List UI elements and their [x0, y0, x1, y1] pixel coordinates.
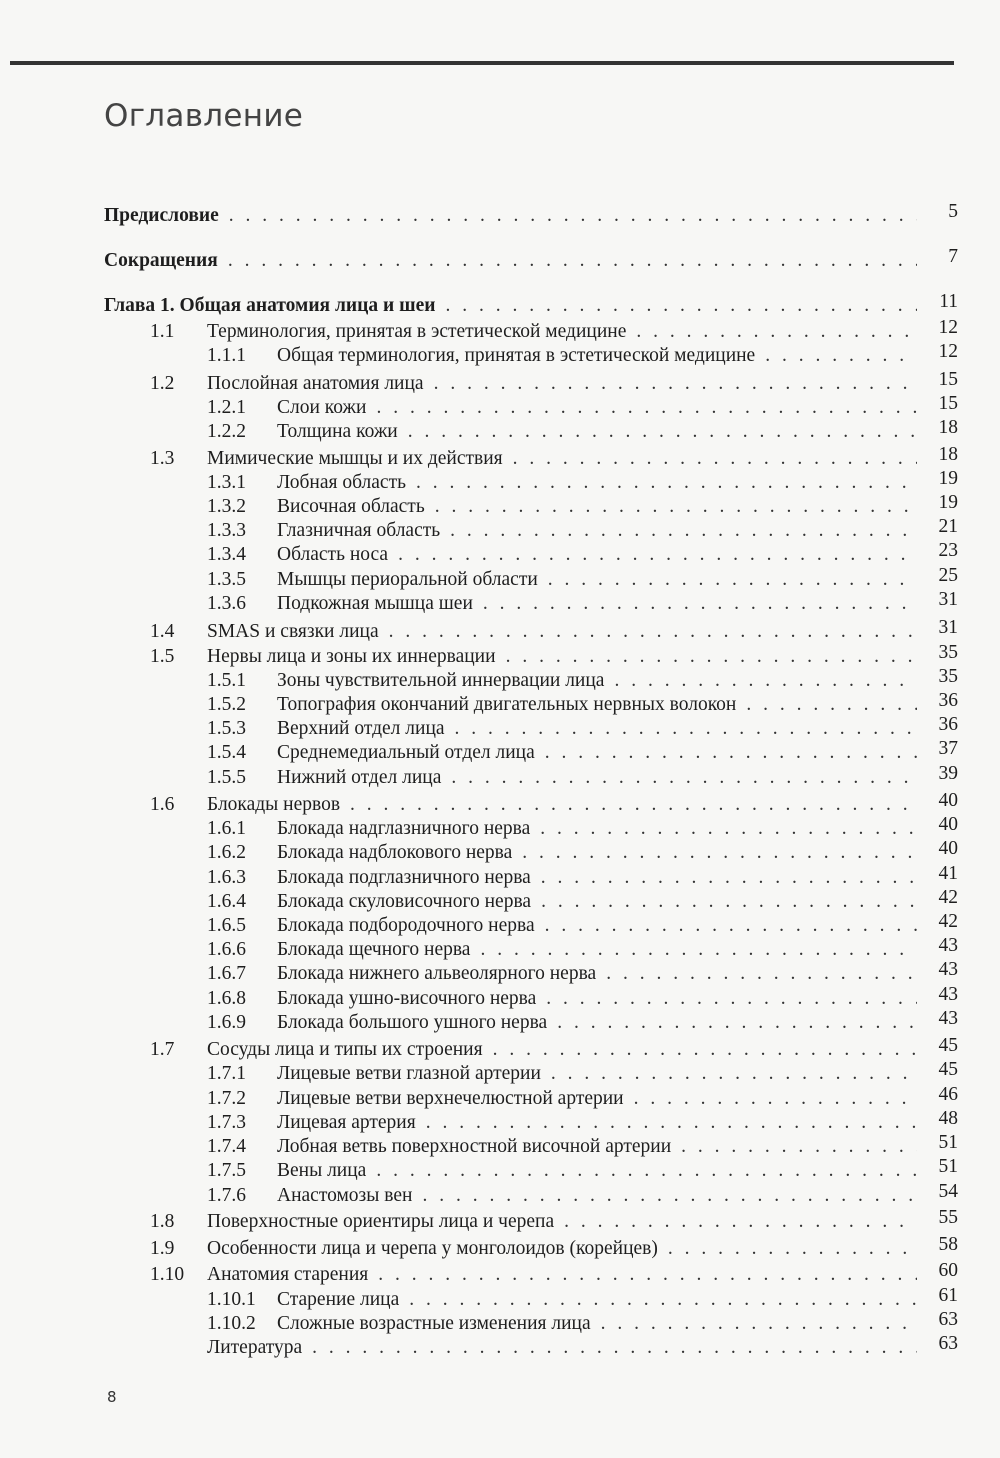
toc-entry-number: 1.3	[150, 448, 175, 469]
dot-leader	[229, 204, 917, 228]
toc-entry-title: Блокада ушно-височного нерва	[277, 988, 537, 1009]
toc-entry-title: Височная область	[277, 496, 425, 517]
toc-entry	[0, 1207, 1000, 1234]
toc-entry-row	[277, 1135, 917, 1159]
toc-entry-row	[277, 741, 917, 765]
toc-entry-page: 48	[938, 1108, 958, 1129]
toc-entry-title: Терминология, принятая в эстетической медицине	[207, 321, 627, 342]
toc-entry-number: 1.5.1	[207, 670, 246, 691]
dot-leader	[376, 1159, 917, 1183]
toc-entry-number: 1.5.2	[207, 694, 246, 715]
toc-entry-title: Глазничная область	[277, 520, 441, 541]
toc-entry	[0, 838, 1000, 865]
toc-entry-number: 1.6.3	[207, 867, 246, 888]
dot-leader	[541, 890, 917, 914]
toc-entry	[0, 1181, 1000, 1208]
toc-entry	[0, 738, 1000, 765]
toc-entry	[0, 1285, 1000, 1312]
toc-entry-page: 40	[938, 814, 958, 835]
toc-entry-title: Старение лица	[277, 1289, 400, 1310]
toc-entry	[0, 369, 1000, 396]
dot-leader	[545, 914, 917, 938]
toc-entry-page: 39	[938, 763, 958, 784]
toc-entry-title: Блокада нижнего альвеолярного нерва	[277, 963, 597, 984]
dot-leader	[746, 693, 917, 717]
toc-entry	[0, 1333, 1000, 1360]
toc-entry	[0, 393, 1000, 420]
toc-entry-title: Поверхностные ориентиры лица и черепа	[207, 1211, 555, 1232]
toc-entry-page: 54	[938, 1181, 958, 1202]
dot-leader	[545, 741, 917, 765]
toc-entry	[0, 690, 1000, 717]
toc-entry-number: 1.3.6	[207, 593, 246, 614]
toc-entry	[0, 911, 1000, 938]
toc-entry-row	[277, 1111, 917, 1135]
toc-entry	[0, 1234, 1000, 1261]
toc-entry-number: 1.7.6	[207, 1185, 246, 1206]
toc-entry-title: SMAS и связки лица	[207, 621, 379, 642]
toc-entry-title: Блокада щечного нерва	[277, 939, 471, 960]
toc-entry	[0, 246, 1000, 273]
toc-entry-row	[277, 1087, 917, 1111]
toc-entry-title: Нижний отдел лица	[277, 767, 442, 788]
toc-entry-row	[104, 249, 917, 273]
toc-entry-title: Лицевая артерия	[277, 1112, 416, 1133]
toc-entry-title: Литература	[207, 1337, 303, 1358]
toc-entry-page: 35	[938, 642, 958, 663]
toc-entry-number: 1.3.4	[207, 544, 246, 565]
toc-entry-number: 1.7.5	[207, 1160, 246, 1181]
toc-entry-page: 12	[938, 317, 958, 338]
toc-entry-row	[277, 1159, 917, 1183]
toc-entry-page: 46	[938, 1084, 958, 1105]
toc-entry-number: 1.6.7	[207, 963, 246, 984]
toc-entry-title: Вены лица	[277, 1160, 367, 1181]
toc-entry-row	[277, 717, 917, 741]
dot-leader	[483, 592, 917, 616]
toc-entry-row	[207, 793, 917, 817]
toc-entry-number: 1.2.2	[207, 421, 246, 442]
toc-entry	[0, 1059, 1000, 1086]
toc-entry-page: 40	[938, 790, 958, 811]
toc-entry-row	[277, 669, 917, 693]
toc-entry-title: Мимические мышцы и их действия	[207, 448, 503, 469]
dot-leader	[541, 866, 917, 890]
toc-entry-title: Блокада надблокового нерва	[277, 842, 513, 863]
toc-entry-title: Анатомия старения	[207, 1264, 369, 1285]
toc-entry	[0, 1156, 1000, 1183]
toc-entry-number: 1.6.8	[207, 988, 246, 1009]
toc-entry-page: 15	[938, 369, 958, 390]
toc-entry	[0, 790, 1000, 817]
toc-entry-title: Блокады нервов	[207, 794, 341, 815]
dot-leader	[398, 543, 917, 567]
toc-entry	[0, 1035, 1000, 1062]
toc-entry-title: Сложные возрастные изменения лица	[277, 1313, 591, 1334]
toc-entry-page: 19	[938, 492, 958, 513]
toc-entry-title: Нервы лица и зоны их иннервации	[207, 646, 496, 667]
dot-leader	[312, 1336, 917, 1360]
toc-entry-number: 1.7	[150, 1039, 175, 1060]
dot-leader	[450, 519, 917, 543]
toc-entry-title: Лицевые ветви глазной артерии	[277, 1063, 541, 1084]
toc-entry-title: Общая терминология, принятая в эстетической медицине	[277, 345, 756, 366]
toc-entry-title: Блокада подбородочного нерва	[277, 915, 535, 936]
dot-leader	[606, 962, 917, 986]
toc-entry-title: Блокада скуловисочного нерва	[277, 891, 532, 912]
dot-leader	[409, 1288, 917, 1312]
dot-leader	[493, 1038, 917, 1062]
toc-entry	[0, 935, 1000, 962]
toc-entry-title: Блокада большого ушного нерва	[277, 1012, 548, 1033]
toc-entry-number: 1.10	[150, 1264, 185, 1285]
dot-leader	[435, 495, 917, 519]
toc-entry-number: 1.3.1	[207, 472, 246, 493]
toc-entry-row	[207, 645, 917, 669]
toc-entry-row	[277, 471, 917, 495]
toc-entry-page: 51	[938, 1132, 958, 1153]
toc-entry	[0, 492, 1000, 519]
toc-entry-number: 1.6.4	[207, 891, 246, 912]
toc-entry-page: 36	[938, 690, 958, 711]
dot-leader	[765, 344, 917, 368]
dot-leader	[434, 372, 917, 396]
toc-entry-title: Толщина кожи	[277, 421, 398, 442]
toc-entry-row	[277, 766, 917, 790]
toc-entry-title: Сосуды лица и типы их строения	[207, 1039, 483, 1060]
toc-entry	[0, 201, 1000, 228]
toc-entry-row	[277, 592, 917, 616]
toc-entry-title: Блокада подглазничного нерва	[277, 867, 531, 888]
dot-leader	[546, 987, 917, 1011]
toc-entry-page: 18	[938, 417, 958, 438]
toc-entry-title: Послойная анатомия лица	[207, 373, 424, 394]
dot-leader	[668, 1237, 917, 1261]
toc-entry-title: Предисловие	[104, 205, 219, 226]
toc-entry-title: Лицевые ветви верхнечелюстной артерии	[277, 1088, 624, 1109]
toc-entry-page: 25	[938, 565, 958, 586]
toc-entry	[0, 642, 1000, 669]
toc-entry-row	[277, 1011, 917, 1035]
toc-entry-number: 1.3.5	[207, 569, 246, 590]
toc-entry	[0, 1132, 1000, 1159]
toc-entry	[0, 959, 1000, 986]
toc-entry-title: Мышцы периоральной области	[277, 569, 538, 590]
toc-entry-title: Сокращения	[104, 250, 218, 271]
toc-entry-number: 1.7.2	[207, 1088, 246, 1109]
toc-entry-number: 1.6.2	[207, 842, 246, 863]
toc-entry-row	[207, 320, 917, 344]
toc-entry-page: 31	[938, 589, 958, 610]
toc-entry-title: Лобная область	[277, 472, 406, 493]
toc-entry-page: 45	[938, 1035, 958, 1056]
toc-entry-page: 45	[938, 1059, 958, 1080]
toc-entry-page: 42	[938, 911, 958, 932]
toc-entry-page: 42	[938, 887, 958, 908]
dot-leader	[426, 1111, 917, 1135]
toc-entry-page: 61	[938, 1285, 958, 1306]
toc-entry-row	[277, 1062, 917, 1086]
toc-entry-number: 1.6.6	[207, 939, 246, 960]
dot-leader	[451, 766, 917, 790]
toc-entry-title: Верхний отдел лица	[277, 718, 445, 739]
toc-entry-page: 55	[938, 1207, 958, 1228]
dot-leader	[557, 1011, 917, 1035]
toc-entry-page: 63	[938, 1309, 958, 1330]
toc-entry-page: 43	[938, 984, 958, 1005]
toc-entry-number: 1.7.3	[207, 1112, 246, 1133]
toc-entry-page: 60	[938, 1260, 958, 1281]
toc-entry	[0, 1108, 1000, 1135]
dot-leader	[376, 396, 917, 420]
toc-entry-row	[277, 962, 917, 986]
toc-entry-page: 19	[938, 468, 958, 489]
toc-entry-page: 35	[938, 666, 958, 687]
toc-entry-row	[277, 1184, 917, 1208]
toc-entry-page: 58	[938, 1234, 958, 1255]
toc-entry	[0, 589, 1000, 616]
toc-entry-number: 1.5.3	[207, 718, 246, 739]
toc-entry	[0, 291, 1000, 318]
toc-entry-page: 11	[939, 291, 958, 312]
toc-entry	[0, 317, 1000, 344]
dot-leader	[540, 817, 917, 841]
toc-entry-title: Анастомозы вен	[277, 1185, 413, 1206]
toc-entry	[0, 468, 1000, 495]
toc-entry-row	[277, 890, 917, 914]
toc-entry-page: 5	[948, 201, 958, 222]
toc-entry	[0, 666, 1000, 693]
toc-entry-number: 1.3.3	[207, 520, 246, 541]
dot-leader	[636, 320, 917, 344]
dot-leader	[416, 471, 917, 495]
dot-leader	[513, 447, 917, 471]
page-number: 8	[107, 1388, 117, 1406]
toc-entry-page: 23	[938, 540, 958, 561]
toc-entry-title: Топография окончаний двигательных нервных волокон	[277, 694, 737, 715]
toc-entry-row	[277, 1312, 917, 1336]
toc-entry-row	[277, 344, 917, 368]
toc-entry-title: Зоны чувствительной иннервации лица	[277, 670, 605, 691]
toc-entry-row	[277, 543, 917, 567]
toc-entry-page: 36	[938, 714, 958, 735]
toc-entry	[0, 1084, 1000, 1111]
toc-entry-row	[207, 1336, 917, 1360]
toc-entry-title: Область носа	[277, 544, 389, 565]
toc-entry	[0, 984, 1000, 1011]
toc-entry-number: 1.10.2	[207, 1313, 256, 1334]
toc-entry-row	[277, 568, 917, 592]
toc-entry-number: 1.2.1	[207, 397, 246, 418]
dot-leader	[551, 1062, 917, 1086]
dot-leader	[445, 294, 917, 318]
toc-entry-row	[207, 1237, 917, 1261]
toc-entry-number: 1.6	[150, 794, 175, 815]
dot-leader	[522, 841, 917, 865]
toc-entry-page: 41	[938, 863, 958, 884]
toc-entry-row	[104, 204, 917, 228]
toc-entry-title: Особенности лица и черепа у монголоидов (корейцев)	[207, 1238, 658, 1259]
toc-entry	[0, 516, 1000, 543]
toc-entry-page: 43	[938, 935, 958, 956]
dot-leader	[614, 669, 917, 693]
toc-entry-number: 1.5	[150, 646, 175, 667]
toc-entry	[0, 1309, 1000, 1336]
toc-entry-page: 43	[938, 959, 958, 980]
toc-entry-page: 43	[938, 1008, 958, 1029]
toc-entry-row	[207, 620, 917, 644]
toc-entry-number: 1.2	[150, 373, 175, 394]
toc-entry	[0, 565, 1000, 592]
toc-entry-number: 1.3.2	[207, 496, 246, 517]
toc-entry-page: 31	[938, 617, 958, 638]
toc-entry	[0, 763, 1000, 790]
toc-entry-row	[277, 693, 917, 717]
toc-entry-row	[277, 495, 917, 519]
dot-leader	[634, 1087, 917, 1111]
toc-entry-row	[207, 447, 917, 471]
dot-leader	[548, 568, 917, 592]
toc-entry-row	[277, 841, 917, 865]
toc-entry-number: 1.4	[150, 621, 175, 642]
toc-entry-row	[277, 987, 917, 1011]
toc-entry-title: Подкожная мышца шеи	[277, 593, 473, 614]
toc-entry-page: 15	[938, 393, 958, 414]
toc-entry-row	[207, 372, 917, 396]
toc-entry	[0, 617, 1000, 644]
toc-entry	[0, 341, 1000, 368]
dot-leader	[480, 938, 917, 962]
toc-entry-row	[277, 914, 917, 938]
toc-entry-number: 1.6.1	[207, 818, 246, 839]
toc-entry-number: 1.9	[150, 1238, 175, 1259]
toc-entry-title: Среднемедиальный отдел лица	[277, 742, 535, 763]
toc-entry-title: Лобная ветвь поверхностной височной артерии	[277, 1136, 672, 1157]
toc-entry	[0, 540, 1000, 567]
toc-entry-page: 63	[938, 1333, 958, 1354]
toc-entry-row	[207, 1263, 917, 1287]
toc-entry-page: 21	[938, 516, 958, 537]
toc-entry-page: 7	[948, 246, 958, 267]
toc-entry-page: 40	[938, 838, 958, 859]
toc-entry-row	[207, 1210, 917, 1234]
toc-entry-title: Глава 1. Общая анатомия лица и шеи	[104, 295, 436, 316]
dot-leader	[681, 1135, 917, 1159]
toc-entry	[0, 444, 1000, 471]
toc-entry-row	[277, 866, 917, 890]
toc-entry-page: 37	[938, 738, 958, 759]
dot-leader	[422, 1184, 917, 1208]
toc-entry-number: 1.7.4	[207, 1136, 246, 1157]
toc-entry-number: 1.10.1	[207, 1289, 256, 1310]
toc-entry-row	[277, 396, 917, 420]
toc-entry	[0, 1008, 1000, 1035]
toc-entry-row	[277, 519, 917, 543]
dot-leader	[408, 420, 917, 444]
toc-entry-row	[277, 420, 917, 444]
toc-entry-number: 1.5.4	[207, 742, 246, 763]
toc-entry-number: 1.1	[150, 321, 175, 342]
dot-leader	[564, 1210, 917, 1234]
toc-entry-title: Слои кожи	[277, 397, 367, 418]
dot-leader	[378, 1263, 917, 1287]
toc-entry-number: 1.6.5	[207, 915, 246, 936]
toc-entry	[0, 814, 1000, 841]
toc-entry-number: 1.1.1	[207, 345, 246, 366]
toc-entry-row	[277, 817, 917, 841]
toc-entry	[0, 887, 1000, 914]
toc-entry-title: Блокада надглазничного нерва	[277, 818, 531, 839]
dot-leader	[389, 620, 917, 644]
dot-leader	[350, 793, 917, 817]
toc-entry	[0, 714, 1000, 741]
toc-entry	[0, 417, 1000, 444]
toc-entry-row	[277, 1288, 917, 1312]
toc-entry-page: 51	[938, 1156, 958, 1177]
dot-leader	[228, 249, 917, 273]
toc-entry-number: 1.5.5	[207, 767, 246, 788]
toc-entry-number: 1.8	[150, 1211, 175, 1232]
toc-entry	[0, 1260, 1000, 1287]
toc-entry-page: 18	[938, 444, 958, 465]
dot-leader	[455, 717, 917, 741]
toc-entry	[0, 863, 1000, 890]
page-title: Оглавление	[104, 98, 304, 134]
toc-entry-page: 12	[938, 341, 958, 362]
dot-leader	[506, 645, 917, 669]
toc-entry-number: 1.6.9	[207, 1012, 246, 1033]
toc-entry-row	[207, 1038, 917, 1062]
toc-entry-row	[277, 938, 917, 962]
toc-entry-row	[104, 294, 917, 318]
dot-leader	[601, 1312, 917, 1336]
toc-entry-number: 1.7.1	[207, 1063, 246, 1084]
